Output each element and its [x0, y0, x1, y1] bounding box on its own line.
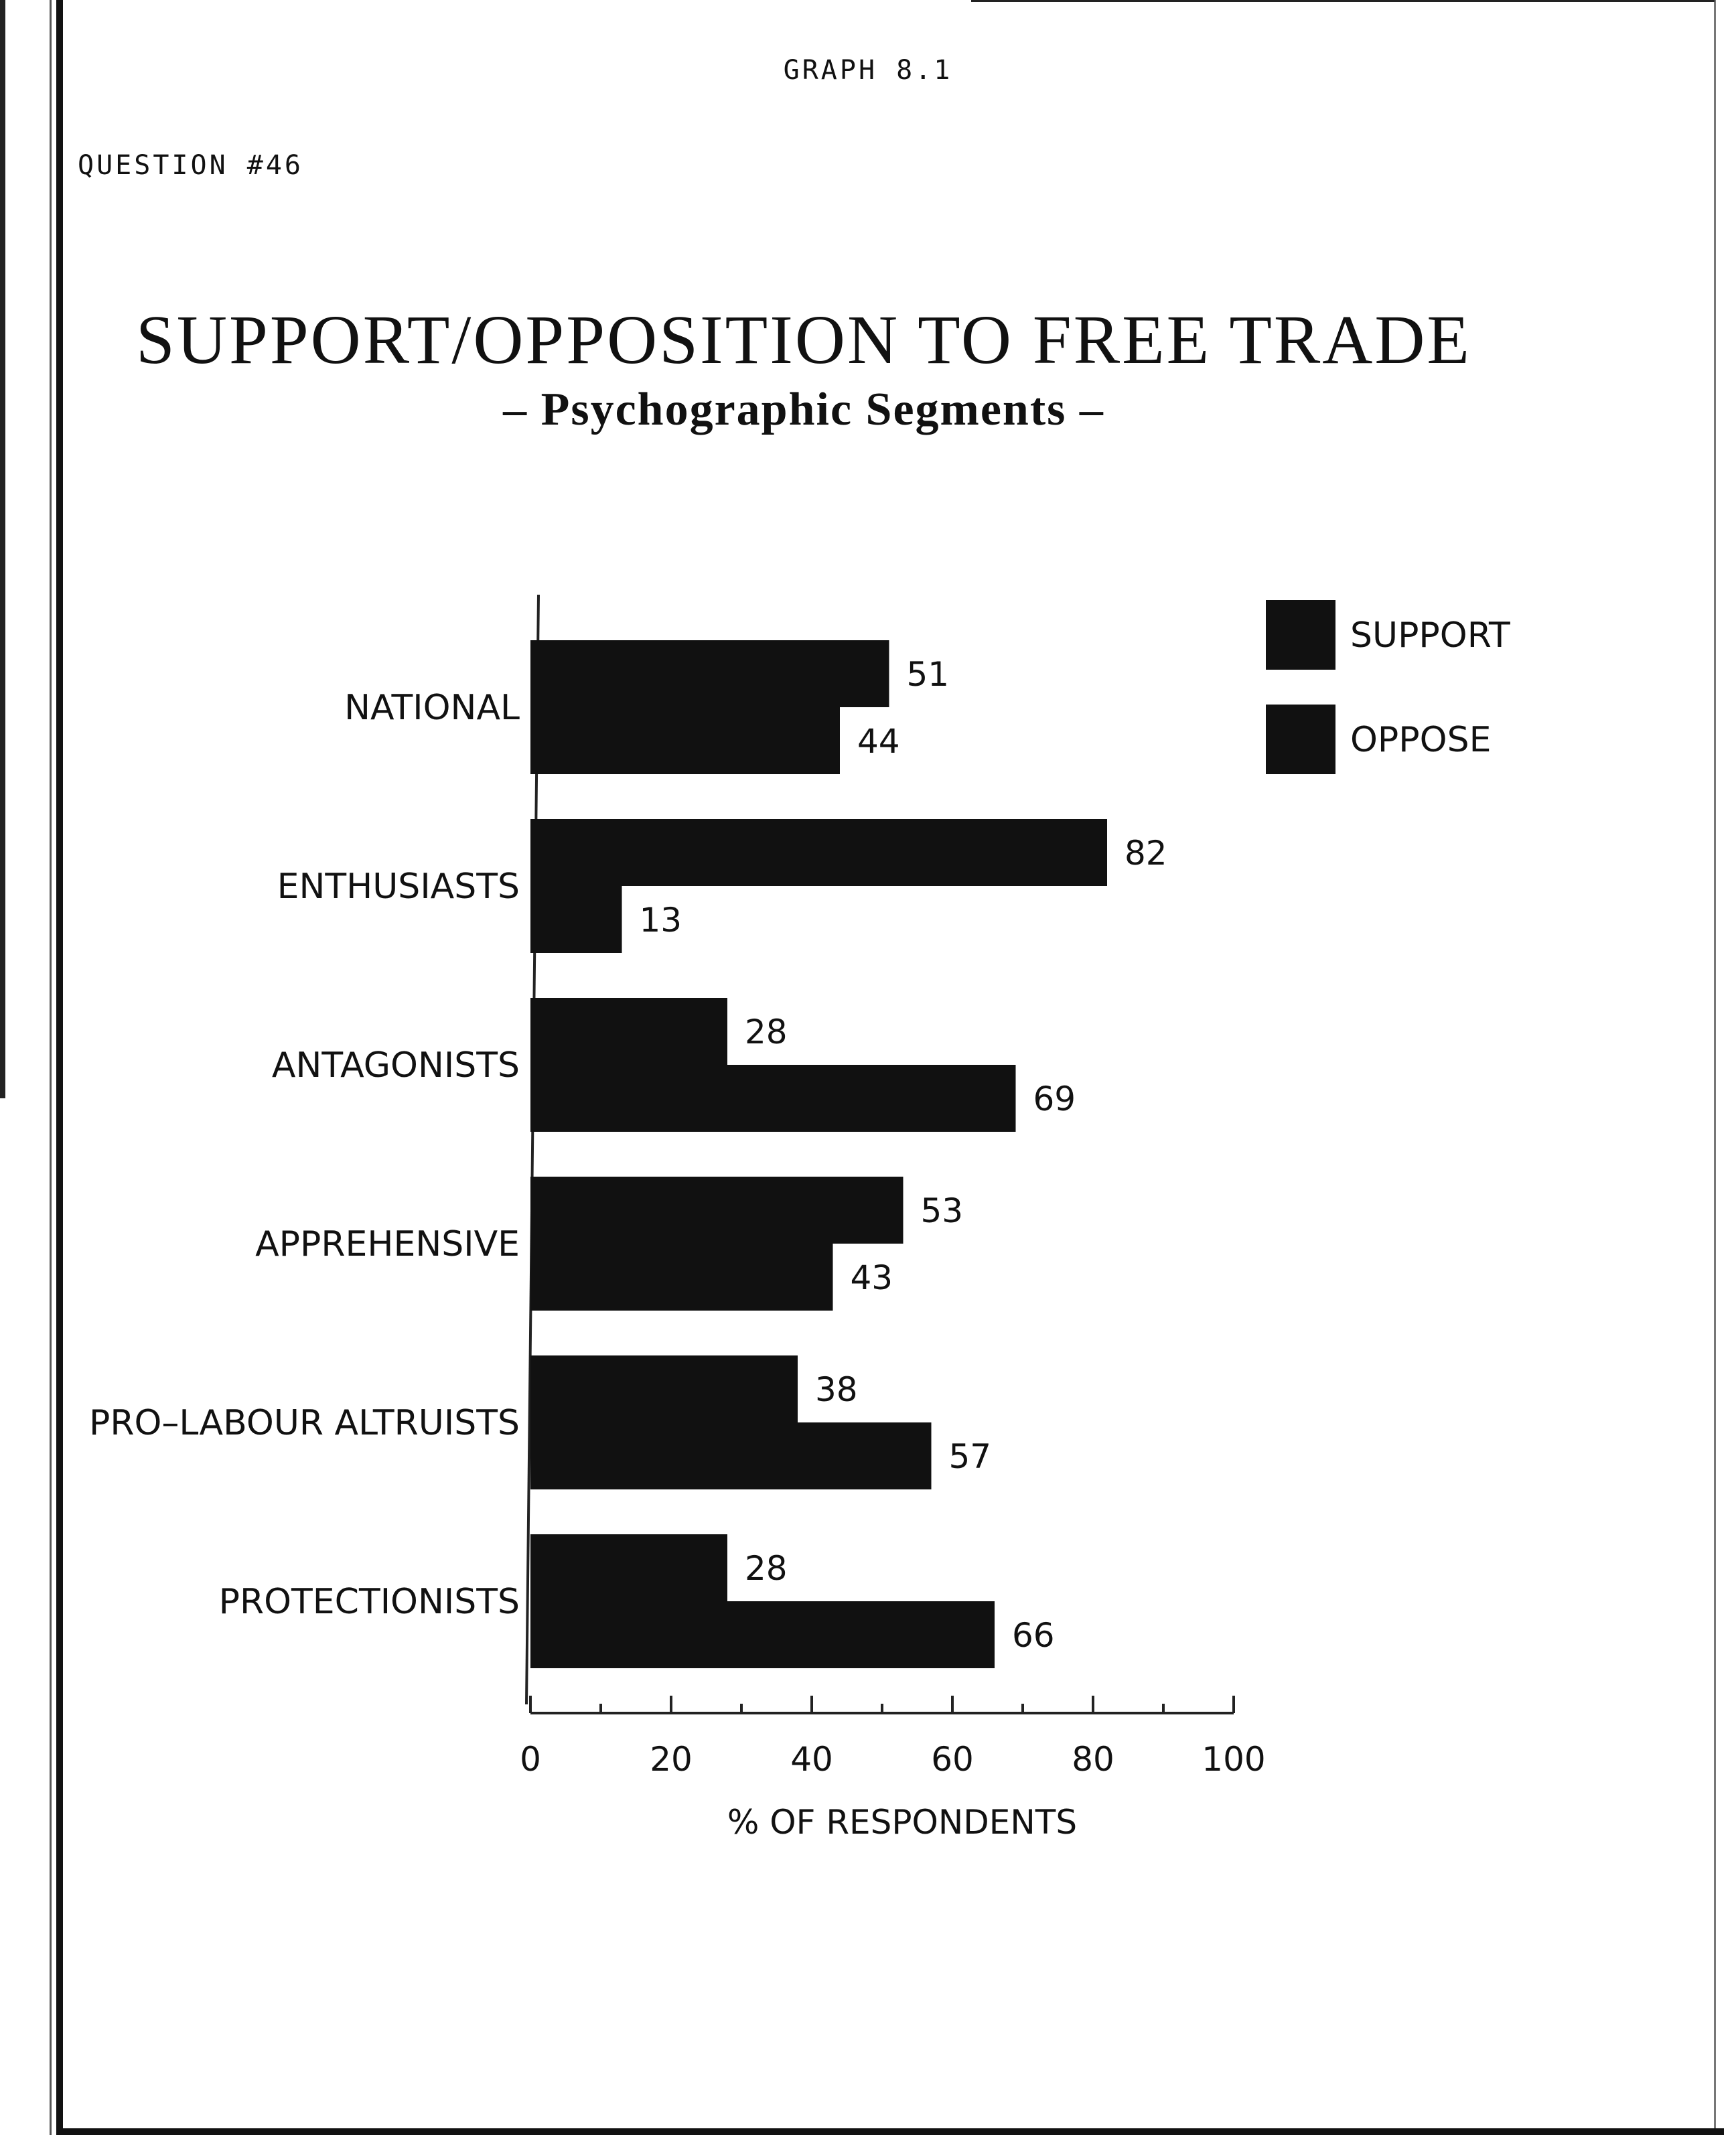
bar-value-label: 43 [850, 1258, 893, 1297]
bar-value-label: 82 [1125, 834, 1167, 873]
bar-value-label: 66 [1012, 1616, 1055, 1655]
bar-oppose [530, 886, 622, 953]
category-label: APPREHENSIVE [255, 1224, 520, 1264]
bar-support [530, 819, 1107, 886]
chart-title: SUPPORT/OPPOSITION TO FREE TRADE [136, 301, 1471, 378]
bar-value-label: 44 [857, 722, 900, 761]
bar-support [530, 1177, 903, 1244]
bar-value-label: 28 [745, 1013, 788, 1051]
x-tick-label: 40 [790, 1740, 833, 1779]
bar-value-label: 53 [920, 1191, 964, 1230]
question-number-label: QUESTION #46 [78, 150, 303, 181]
bar-support [530, 998, 727, 1065]
category-label: PROTECTIONISTS [218, 1582, 520, 1622]
x-tick-label: 80 [1072, 1740, 1114, 1779]
bar-support [530, 640, 889, 707]
bar-oppose [530, 1065, 1016, 1132]
bar-value-label: 28 [745, 1549, 788, 1588]
bar-value-label: 13 [639, 901, 682, 940]
chart-subtitle: – Psychographic Segments – [503, 384, 1104, 435]
x-tick-label: 0 [520, 1740, 541, 1779]
bar-support [530, 1355, 798, 1422]
x-tick-label: 100 [1202, 1740, 1266, 1779]
bar-oppose [530, 1244, 833, 1311]
bar-support [530, 1534, 727, 1601]
category-label: PRO–LABOUR ALTRUISTS [88, 1403, 520, 1443]
legend-label-support: SUPPORT [1350, 615, 1510, 656]
bar-value-label: 69 [1033, 1080, 1076, 1118]
category-label: ANTAGONISTS [271, 1045, 520, 1086]
legend-swatch-oppose [1266, 705, 1335, 774]
bar-value-label: 51 [906, 655, 950, 694]
x-axis-title: % OF RESPONDENTS [727, 1803, 1078, 1842]
x-tick-label: 60 [931, 1740, 974, 1779]
bar-value-label: 57 [948, 1437, 992, 1476]
bar-oppose [530, 707, 840, 774]
bar-value-label: 38 [815, 1370, 858, 1409]
bar-oppose [530, 1422, 932, 1489]
graph-number-label: GRAPH 8.1 [783, 55, 953, 86]
x-tick-label: 20 [650, 1740, 693, 1779]
category-label: ENTHUSIASTS [277, 867, 520, 907]
legend-swatch-support [1266, 600, 1335, 670]
legend-label-oppose: OPPOSE [1350, 720, 1492, 760]
bar-oppose [530, 1601, 995, 1668]
category-label: NATIONAL [344, 688, 520, 728]
